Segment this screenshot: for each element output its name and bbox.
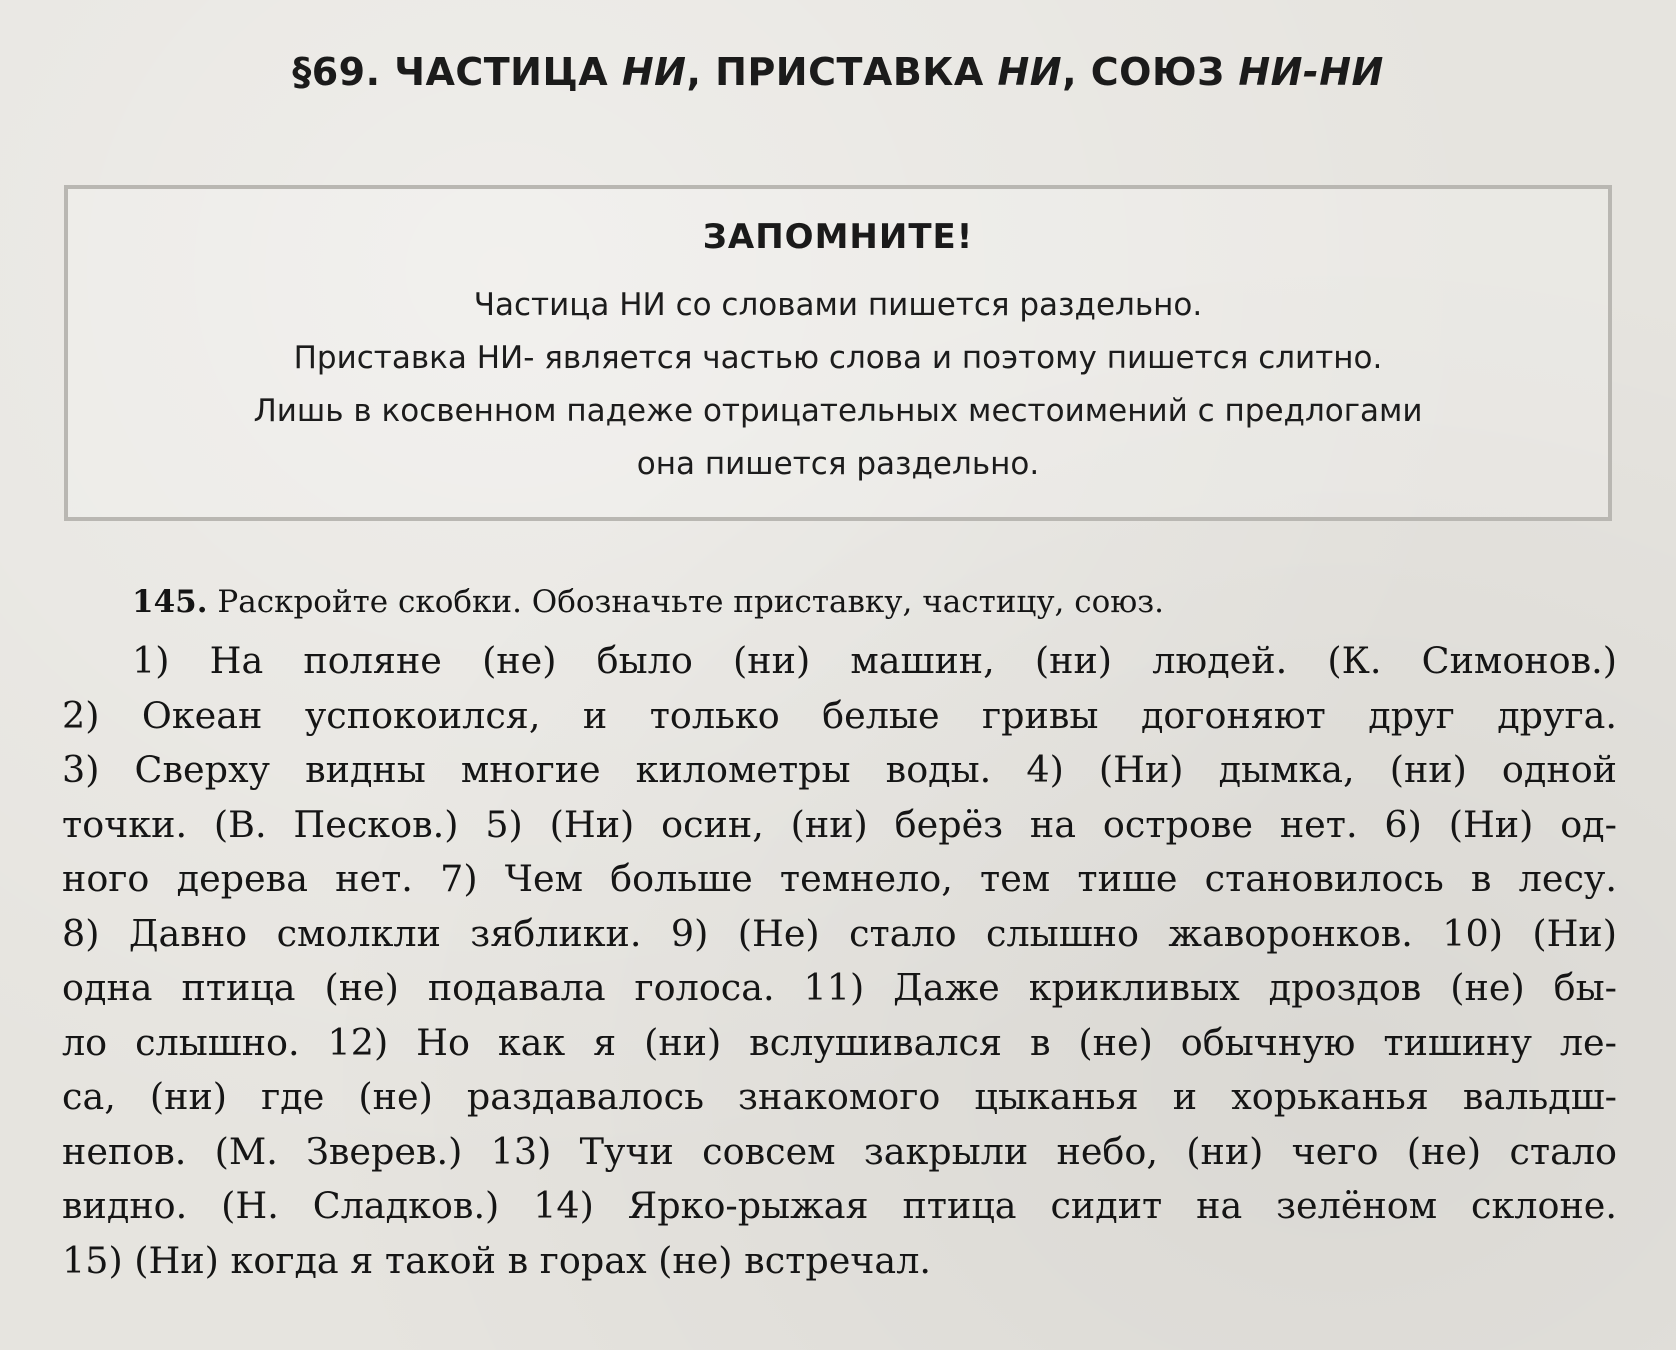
exercise-line: видно. (Н. Сладков.) 14) Ярко-рыжая птица сидит на зелёном склоне. [62, 1184, 1617, 1227]
remember-rule-box [64, 185, 1612, 521]
exercise-text [62, 634, 1617, 1288]
title-prefix: §69. ЧАСТИЦА [292, 50, 622, 94]
title-separator-2: , СОЮЗ [1062, 50, 1239, 94]
title-ni-prefix: НИ [997, 50, 1063, 94]
exercise-number: 145. [132, 584, 208, 620]
rule-heading: ЗАПОМНИТЕ! [702, 217, 974, 257]
rule-text [68, 279, 1608, 491]
title-ni-particle: НИ [621, 50, 687, 94]
exercise-line: 1) На поляне (не) было (ни) машин, (ни) людей. (К. Симонов.) [132, 639, 1617, 682]
exercise-line: 8) Давно смолкли зяблики. 9) (Не) стало слышно жаворонков. 10) (Ни) [62, 911, 1617, 955]
exercise-line: точки. (В. Песков.) 5) (Ни) осин, (ни) берёз на острове нет. 6) (Ни) од- [62, 802, 1617, 846]
exercise-task [62, 582, 1617, 622]
exercise-line: 3) Сверху видны многие километры воды. 4) (Ни) дымка, (ни) одной [62, 748, 1617, 791]
exercise-instruction: Раскройте скобки. Обозначьте приставку, частицу, союз. [217, 584, 1165, 620]
rule-line: она пишется раздельно. [636, 446, 1040, 482]
exercise-line: одна птица (не) подавала голоса. 11) Даже крикливых дроздов (не) бы- [62, 966, 1617, 1009]
rule-line: Частица НИ со словами пишется раздельно. [473, 287, 1203, 323]
exercise-line: непов. (М. Зверев.) 13) Тучи совсем закрыли небо, (ни) чего (не) стало [62, 1129, 1617, 1173]
exercise-line: 15) (Ни) когда я такой в горах (не) встречал. [62, 1238, 931, 1282]
exercise-line: ного дерева нет. 7) Чем больше темнело, тем тише становилось в лесу. [62, 857, 1617, 900]
exercise-145 [62, 582, 1617, 1288]
title-separator-1: , ПРИСТАВКА [686, 50, 998, 94]
rule-line: Лишь в косвенном падеже отрицательных местоимений с предлогами [253, 393, 1423, 429]
exercise-line: са, (ни) где (не) раздавалось знакомого цыканья и хорьканья вальдш- [62, 1075, 1617, 1118]
title-ni-ni-conjunction: НИ-НИ [1238, 50, 1384, 94]
exercise-line: 2) Океан успокоился, и только белые гривы догоняют друг друга. [62, 693, 1617, 737]
exercise-line: ло слышно. 12) Но как я (ни) вслушивался в (не) обычную тишину ле- [62, 1020, 1617, 1064]
rule-line: Приставка НИ- является частью слова и поэтому пишется слитно. [293, 340, 1383, 376]
section-title [0, 50, 1676, 94]
